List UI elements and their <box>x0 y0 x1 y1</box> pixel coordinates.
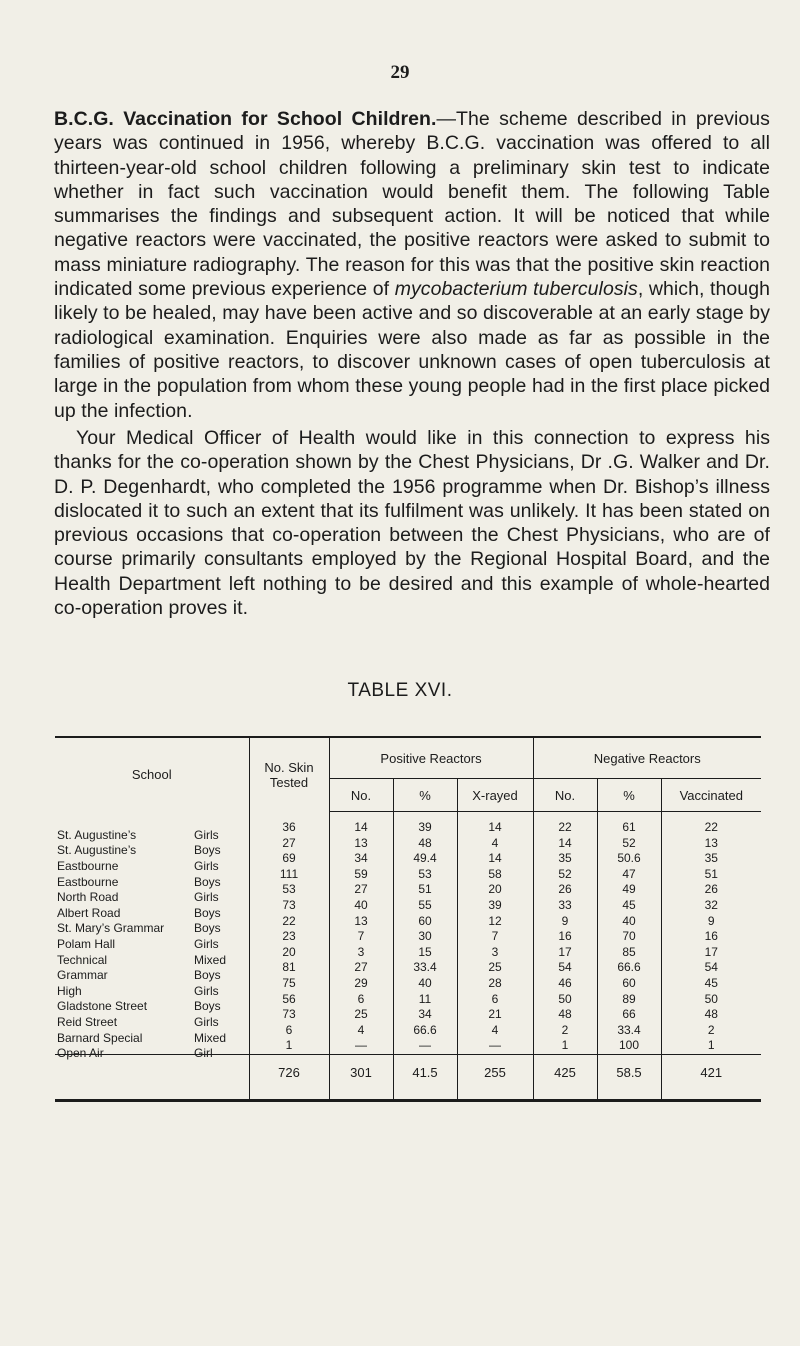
cell-neg-pct: 66 <box>597 1007 661 1023</box>
cell-neg-no: 52 <box>533 867 597 883</box>
header-pos-xrayed: X-rayed <box>457 779 533 812</box>
cell-pos-pct: 53 <box>393 867 457 883</box>
cell-pos-pct: 30 <box>393 929 457 945</box>
paragraph-thanks: Your Medical Officer of Health would like in this connection to express his thanks for the co-operation shown by the Chest Physicians, Dr .G. Walker and Dr. D. P. Degenhardt, who completed the 1956 programme when Dr. Bishop’s illness dislocated it to such an extent that its fulfilment was unlikely. It has been stated on previous occasions that co-operation between the Chest Physicians, who are of course primarily consultants employed by the Regional Hospital Board, and the Health Department left nothing to be desired and this example of whole-hearted co-operation proves it. <box>54 427 770 620</box>
cell-tested: 36 <box>249 812 329 836</box>
table-body <box>55 812 761 1061</box>
cell-pos-no: 13 <box>329 914 393 930</box>
cell-neg-pct: 61 <box>597 812 661 836</box>
cell-vaccinated: 22 <box>661 812 761 836</box>
total-pos-no: 301 <box>329 1054 393 1100</box>
paragraph-italic-term: mycobacterium tuberculosis <box>394 278 638 301</box>
cell-tested: 22 <box>249 914 329 930</box>
total-neg-no: 425 <box>533 1054 597 1100</box>
cell-neg-no: 46 <box>533 976 597 992</box>
table-row <box>55 945 761 961</box>
table-row <box>55 1023 761 1039</box>
cell-pos-no: 4 <box>329 1023 393 1039</box>
cell-tested: 1 <box>249 1038 329 1054</box>
header-skin-tested: No. Skin Tested <box>249 737 329 812</box>
cell-neg-pct: 50.6 <box>597 851 661 867</box>
school-sex: Boys <box>194 999 221 1014</box>
cell-neg-pct: 33.4 <box>597 1023 661 1039</box>
school-name: High <box>57 983 82 998</box>
table-row <box>55 851 761 867</box>
cell-tested: 73 <box>249 1007 329 1023</box>
header-positive-reactors: Positive Reactors <box>329 737 533 779</box>
cell-xrayed: 20 <box>457 882 533 898</box>
cell-neg-pct: 66.6 <box>597 960 661 976</box>
cell-school <box>55 929 249 951</box>
cell-neg-pct: 100 <box>597 1038 661 1054</box>
cell-xrayed: 14 <box>457 812 533 836</box>
cell-vaccinated: 50 <box>661 992 761 1008</box>
table-row <box>55 914 761 930</box>
table-row <box>55 960 761 976</box>
cell-pos-pct: 66.6 <box>393 1023 457 1039</box>
school-name: St. Augustine’s <box>57 827 137 842</box>
cell-tested: 69 <box>249 851 329 867</box>
cell-school <box>55 945 249 967</box>
total-xrayed: 255 <box>457 1054 533 1100</box>
cell-school <box>55 960 249 983</box>
cell-neg-no: 16 <box>533 929 597 945</box>
cell-tested: 53 <box>249 882 329 898</box>
school-name: Technical <box>57 952 108 967</box>
school-name: Gladstone Street <box>57 999 148 1014</box>
cell-neg-pct: 60 <box>597 976 661 992</box>
school-sex: Girls <box>194 983 219 998</box>
cell-pos-no: 34 <box>329 851 393 867</box>
table-row <box>55 898 761 914</box>
cell-pos-no: 29 <box>329 976 393 992</box>
table-row <box>55 992 761 1008</box>
cell-neg-pct: 49 <box>597 882 661 898</box>
school-sex: Girls <box>194 936 219 951</box>
cell-neg-no: 35 <box>533 851 597 867</box>
school-name: Eastbourne <box>57 858 119 873</box>
cell-vaccinated: 2 <box>661 1023 761 1039</box>
total-tested: 726 <box>249 1054 329 1100</box>
school-sex: Boys <box>194 905 221 920</box>
school-sex: Girls <box>194 890 219 905</box>
cell-neg-pct: 70 <box>597 929 661 945</box>
cell-neg-pct: 89 <box>597 992 661 1008</box>
cell-xrayed: 7 <box>457 929 533 945</box>
cell-pos-no: 27 <box>329 882 393 898</box>
school-name: Polam Hall <box>57 936 116 951</box>
header-neg-pct: % <box>597 779 661 812</box>
cell-school <box>55 1023 249 1045</box>
table-row <box>55 867 761 883</box>
cell-school <box>55 882 249 905</box>
cell-neg-no: 26 <box>533 882 597 898</box>
page-number: 29 <box>390 62 410 83</box>
cell-neg-no: 33 <box>533 898 597 914</box>
table-totals-row <box>55 1054 761 1100</box>
school-name: Barnard Special <box>57 1030 143 1045</box>
school-sex: Mixed <box>194 952 227 967</box>
cell-school <box>55 914 249 936</box>
cell-xrayed: 12 <box>457 914 533 930</box>
cell-xrayed: — <box>457 1038 533 1054</box>
paragraph-text-part1: —The scheme described in previous years was continued in 1956, whereby B.C.G. vaccination was offered to all thirteen-year-old school children following a preliminary skin test to indicate whether in fact such vaccination would benefit them. The following Table summarises the findings and subsequent action. It will be noticed that while negative reactors were vaccinated, the positive reactors were asked to submit to mass miniature radiography. The reason for this was that the positive skin reaction indicated some previous experience of <box>54 108 770 301</box>
cell-neg-no: 22 <box>533 812 597 836</box>
school-sex: Girls <box>194 1014 219 1029</box>
cell-tested: 23 <box>249 929 329 945</box>
cell-pos-pct: 40 <box>393 976 457 992</box>
cell-pos-no: — <box>329 1038 393 1054</box>
paragraph-text-part2: , which, though likely to be healed, may have been active and so discoverable at an early stage by radiological examination. Enquiries were also made as far as possible in the families of positive reactors, to discover unknown cases of open tuberculosis at large in the population from whom these young people had in the first place picked up the infection. <box>54 278 770 422</box>
table-row <box>55 812 761 836</box>
cell-tested: 75 <box>249 976 329 992</box>
paragraph-lead-heading: B.C.G. Vaccination for School Children. <box>54 108 437 130</box>
cell-pos-no: 40 <box>329 898 393 914</box>
cell-neg-pct: 85 <box>597 945 661 961</box>
school-name: North Road <box>57 890 119 905</box>
cell-vaccinated: 48 <box>661 1007 761 1023</box>
cell-school <box>55 898 249 920</box>
cell-pos-no: 6 <box>329 992 393 1008</box>
cell-pos-pct: 55 <box>393 898 457 914</box>
table-row <box>55 976 761 992</box>
cell-pos-pct: 39 <box>393 812 457 836</box>
cell-vaccinated: 35 <box>661 851 761 867</box>
cell-school <box>55 1007 249 1029</box>
cell-pos-pct: 48 <box>393 836 457 852</box>
header-school: School <box>55 737 249 812</box>
cell-pos-no: 3 <box>329 945 393 961</box>
cell-xrayed: 4 <box>457 836 533 852</box>
school-name: St. Mary’s Grammar <box>57 921 165 936</box>
cell-pos-pct: 60 <box>393 914 457 930</box>
cell-tested: 20 <box>249 945 329 961</box>
cell-school <box>55 1038 249 1061</box>
school-sex: Boys <box>194 968 221 983</box>
school-sex: Girl <box>194 1046 213 1061</box>
cell-neg-pct: 52 <box>597 836 661 852</box>
cell-neg-no: 1 <box>533 1038 597 1054</box>
cell-vaccinated: 54 <box>661 960 761 976</box>
cell-pos-pct: 51 <box>393 882 457 898</box>
cell-tested: 73 <box>249 898 329 914</box>
table-row <box>55 882 761 898</box>
cell-xrayed: 39 <box>457 898 533 914</box>
cell-neg-no: 50 <box>533 992 597 1008</box>
cell-school <box>55 992 249 1014</box>
cell-xrayed: 28 <box>457 976 533 992</box>
paragraph-bcg-vaccination <box>54 107 770 423</box>
cell-school <box>55 976 249 998</box>
cell-vaccinated: 9 <box>661 914 761 930</box>
cell-xrayed: 6 <box>457 992 533 1008</box>
table-title: TABLE XVI. <box>347 680 453 701</box>
cell-pos-pct: — <box>393 1038 457 1054</box>
cell-xrayed: 3 <box>457 945 533 961</box>
table-row <box>55 1007 761 1023</box>
total-neg-pct: 58.5 <box>597 1054 661 1100</box>
school-sex: Boys <box>194 921 221 936</box>
cell-school <box>55 836 249 858</box>
table-row <box>55 1038 761 1054</box>
cell-tested: 27 <box>249 836 329 852</box>
school-name: St. Augustine’s <box>57 843 137 858</box>
cell-neg-no: 48 <box>533 1007 597 1023</box>
cell-pos-pct: 49.4 <box>393 851 457 867</box>
cell-neg-pct: 40 <box>597 914 661 930</box>
cell-xrayed: 21 <box>457 1007 533 1023</box>
cell-pos-no: 13 <box>329 836 393 852</box>
cell-school <box>55 851 249 873</box>
cell-xrayed: 14 <box>457 851 533 867</box>
cell-school <box>55 812 249 842</box>
school-sex: Girls <box>194 858 219 873</box>
header-negative-reactors: Negative Reactors <box>533 737 761 779</box>
cell-pos-pct: 11 <box>393 992 457 1008</box>
cell-neg-no: 17 <box>533 945 597 961</box>
cell-tested: 6 <box>249 1023 329 1039</box>
cell-pos-pct: 15 <box>393 945 457 961</box>
cell-vaccinated: 1 <box>661 1038 761 1054</box>
cell-neg-no: 54 <box>533 960 597 976</box>
table-row <box>55 929 761 945</box>
cell-xrayed: 4 <box>457 1023 533 1039</box>
school-name: Albert Road <box>57 905 121 920</box>
header-pos-no: No. <box>329 779 393 812</box>
cell-vaccinated: 32 <box>661 898 761 914</box>
cell-vaccinated: 26 <box>661 882 761 898</box>
cell-vaccinated: 45 <box>661 976 761 992</box>
cell-neg-pct: 47 <box>597 867 661 883</box>
total-vaccinated: 421 <box>661 1054 761 1100</box>
bcg-results-table <box>55 736 761 1102</box>
school-name: Grammar <box>57 968 108 983</box>
school-sex: Boys <box>194 874 221 889</box>
school-name: Reid Street <box>57 1014 118 1029</box>
school-sex: Girls <box>194 827 219 842</box>
cell-vaccinated: 13 <box>661 836 761 852</box>
cell-vaccinated: 17 <box>661 945 761 961</box>
cell-school <box>55 867 249 889</box>
cell-tested: 81 <box>249 960 329 976</box>
cell-pos-pct: 33.4 <box>393 960 457 976</box>
school-sex: Boys <box>194 843 221 858</box>
cell-pos-no: 7 <box>329 929 393 945</box>
cell-neg-no: 14 <box>533 836 597 852</box>
header-pos-pct: % <box>393 779 457 812</box>
cell-pos-no: 14 <box>329 812 393 836</box>
cell-vaccinated: 16 <box>661 929 761 945</box>
total-pos-pct: 41.5 <box>393 1054 457 1100</box>
cell-pos-no: 59 <box>329 867 393 883</box>
header-neg-no: No. <box>533 779 597 812</box>
cell-neg-no: 9 <box>533 914 597 930</box>
school-name: Open Air <box>57 1046 104 1061</box>
cell-tested: 111 <box>249 867 329 883</box>
school-name: Eastbourne <box>57 874 119 889</box>
table-row <box>55 836 761 852</box>
cell-xrayed: 25 <box>457 960 533 976</box>
cell-pos-pct: 34 <box>393 1007 457 1023</box>
cell-xrayed: 58 <box>457 867 533 883</box>
cell-vaccinated: 51 <box>661 867 761 883</box>
cell-pos-no: 27 <box>329 960 393 976</box>
cell-neg-pct: 45 <box>597 898 661 914</box>
cell-tested: 56 <box>249 992 329 1008</box>
school-sex: Mixed <box>194 1030 227 1045</box>
header-neg-vaccinated: Vaccinated <box>661 779 761 812</box>
cell-pos-no: 25 <box>329 1007 393 1023</box>
cell-neg-no: 2 <box>533 1023 597 1039</box>
